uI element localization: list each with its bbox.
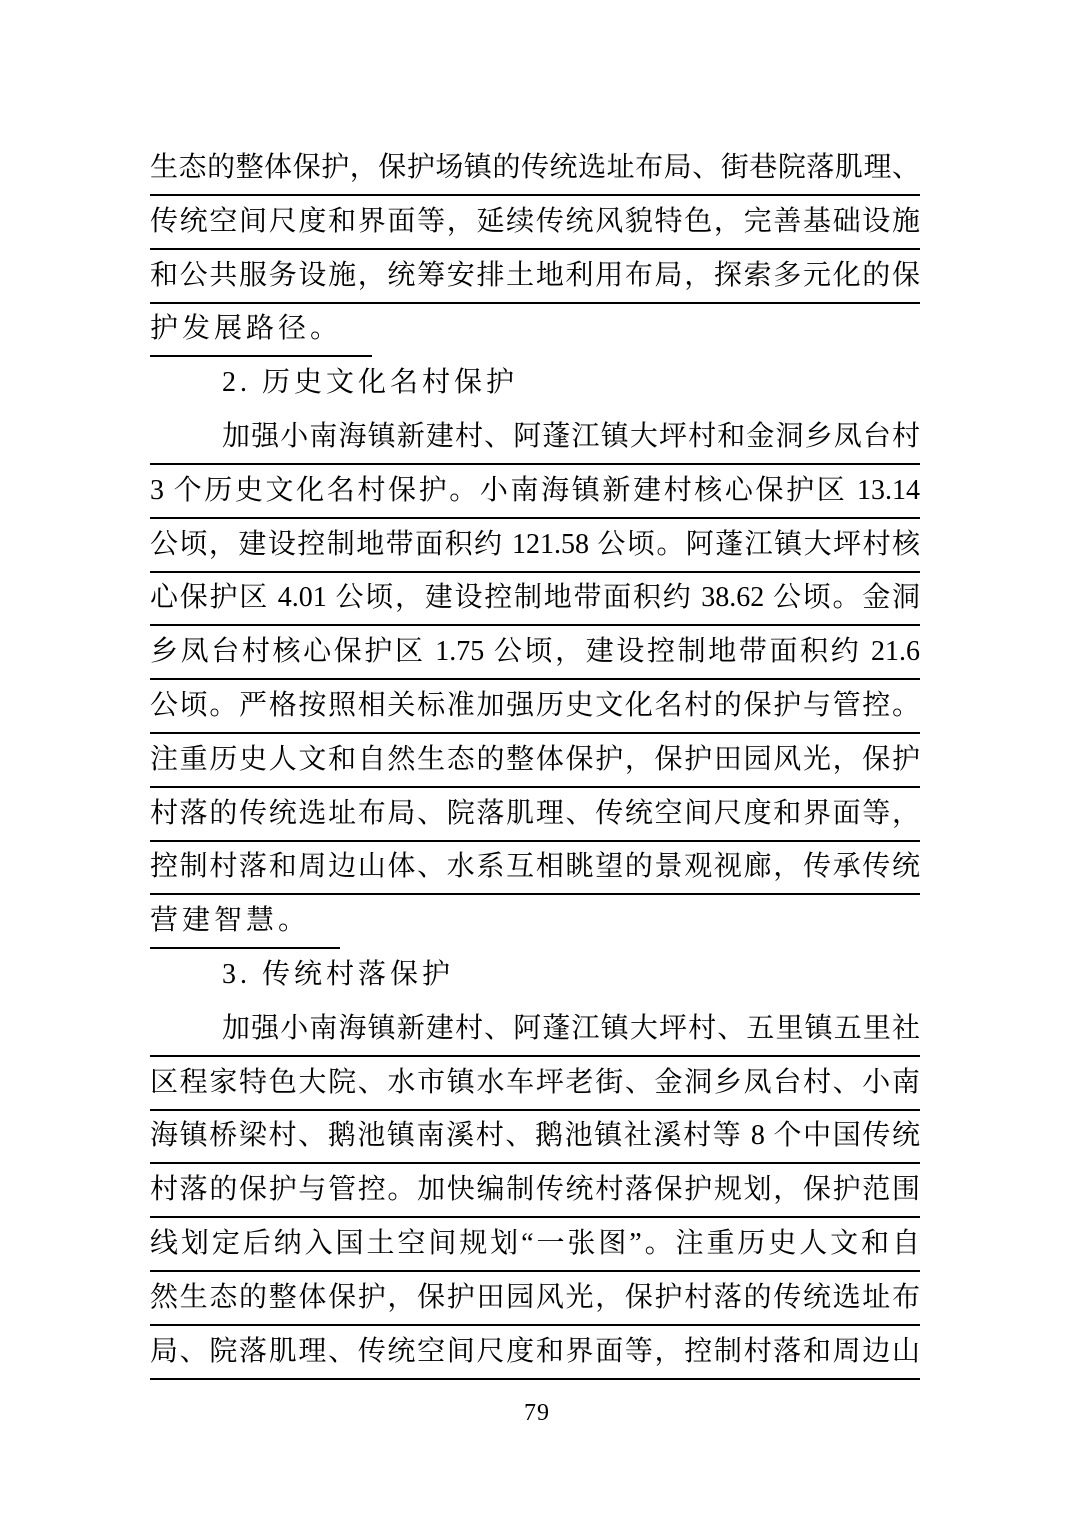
text-line: 传统空间尺度和界面等，延续传统风貌特色，完善基础设施 (150, 204, 920, 250)
text-line: 区程家特色大院、水市镇水车坪老街、金洞乡凤台村、小南 (150, 1065, 920, 1111)
text-line: 生态的整体保护，保护场镇的传统选址布局、街巷院落肌理、 (150, 150, 920, 196)
text-line: 营建智慧。 (150, 903, 340, 949)
text-line: 乡凤台村核心保护区 1.75 公顷，建设控制地带面积约 21.6 (150, 634, 920, 680)
text-line: 加强小南海镇新建村、阿蓬江镇大坪村、五里镇五里社 (150, 1011, 920, 1057)
text-body (150, 150, 920, 1387)
text-line: 线划定后纳入国土空间规划“一张图”。注重历史人文和自 (150, 1226, 920, 1272)
text-line: 心保护区 4.01 公顷，建设控制地带面积约 38.62 公顷。金洞 (150, 580, 920, 626)
text-line: 局、院落肌理、传统空间尺度和界面等，控制村落和周边山 (150, 1334, 920, 1380)
text-line: 然生态的整体保护，保护田园风光，保护村落的传统选址布 (150, 1280, 920, 1326)
text-line: 控制村落和周边山体、水系互相眺望的景观视廊，传承传统 (150, 849, 920, 895)
text-line: 海镇桥梁村、鹅池镇南溪村、鹅池镇社溪村等 8 个中国传统 (150, 1118, 920, 1164)
page-number: 79 (524, 1400, 550, 1426)
text-line: 公顷。严格按照相关标准加强历史文化名村的保护与管控。 (150, 688, 920, 734)
text-line: 3 个历史文化名村保护。小南海镇新建村核心保护区 13.14 (150, 473, 920, 519)
text-line: 公顷，建设控制地带面积约 121.58 公顷。阿蓬江镇大坪村核 (150, 527, 920, 573)
text-line: 村落的传统选址布局、院落肌理、传统空间尺度和界面等， (150, 796, 920, 842)
text-line: 和公共服务设施，统筹安排土地利用布局，探索多元化的保 (150, 258, 920, 304)
text-line: 注重历史人文和自然生态的整体保护，保护田园风光，保护 (150, 742, 920, 788)
text-line: 加强小南海镇新建村、阿蓬江镇大坪村和金洞乡凤台村 (150, 419, 920, 465)
text-line: 村落的保护与管控。加快编制传统村落保护规划，保护范围 (150, 1172, 920, 1218)
section-heading: 2. 历史文化名村保护 (222, 367, 519, 399)
section-heading: 3. 传统村落保护 (222, 958, 455, 990)
text-line: 护发展路径。 (150, 311, 372, 357)
